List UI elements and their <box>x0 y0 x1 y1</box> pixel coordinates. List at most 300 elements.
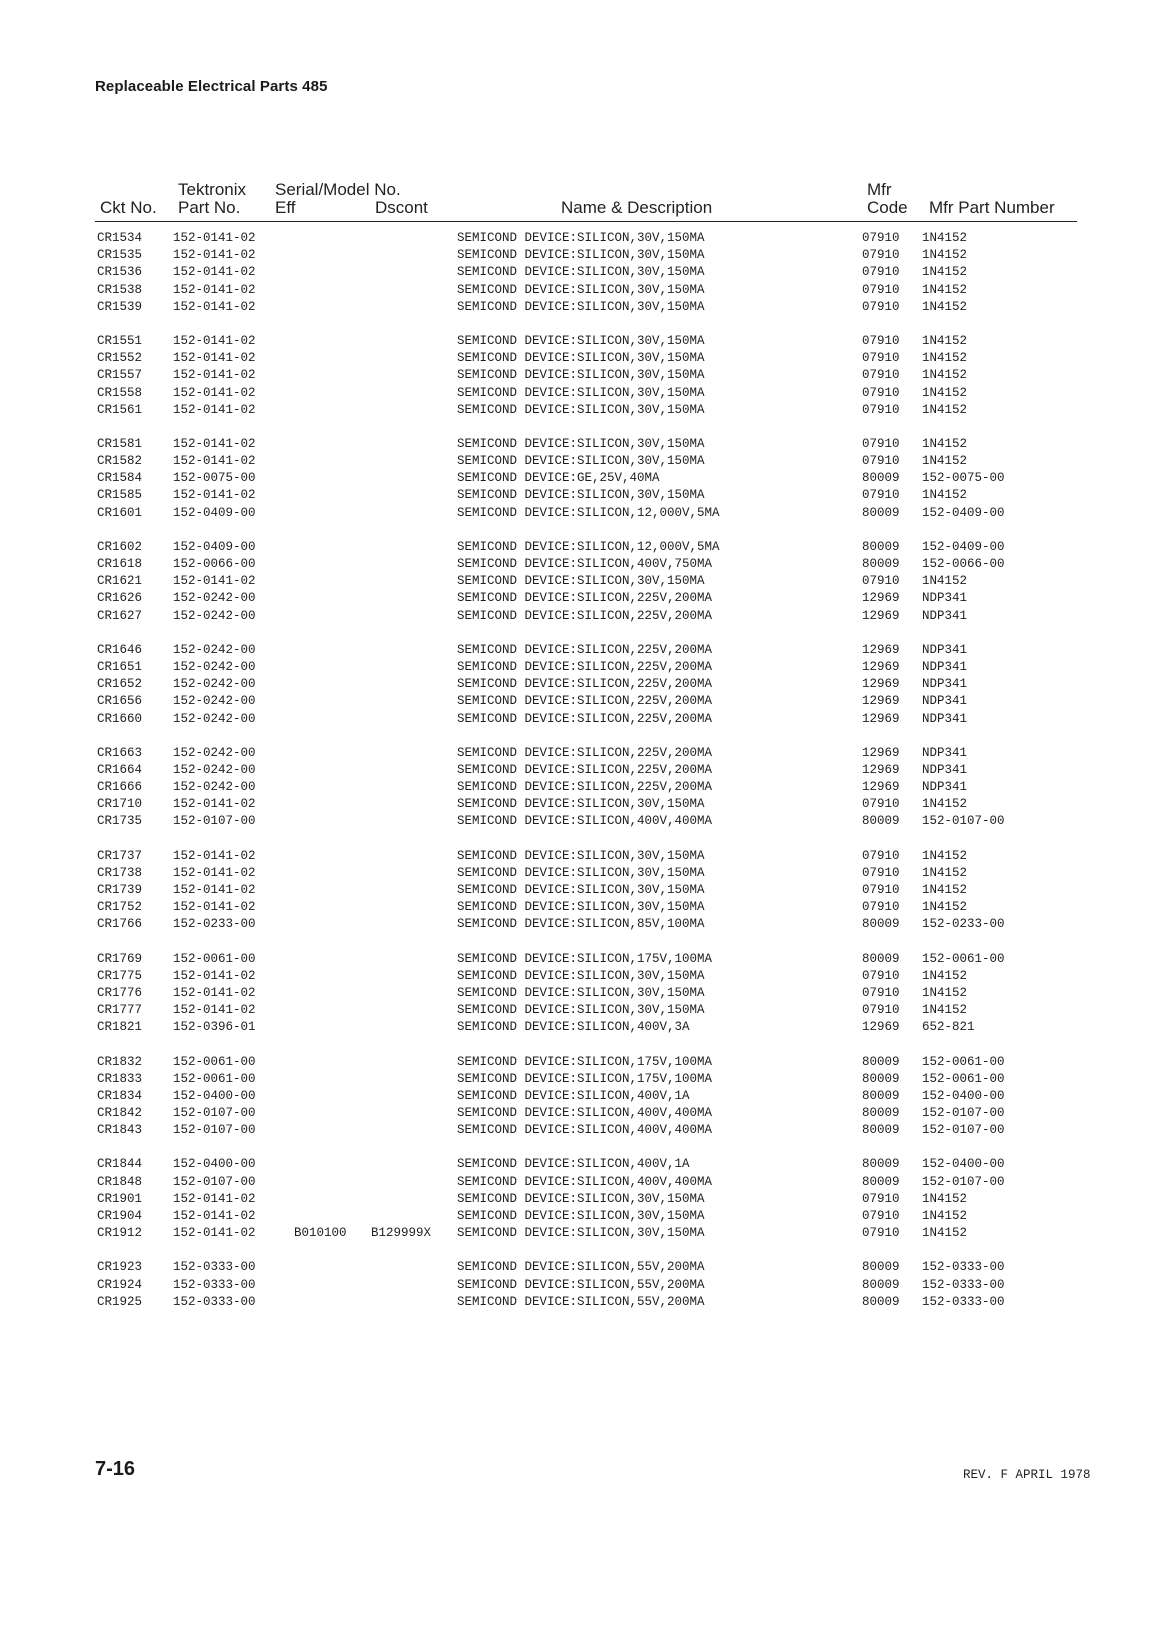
mfr-part-number-cell: NDP341 <box>922 711 968 726</box>
table-row <box>0 1071 1153 1088</box>
revision-note: REV. F APRIL 1978 <box>963 1468 1091 1482</box>
description-cell: SEMICOND DEVICE:SILICON,175V,100MA <box>457 1071 713 1086</box>
mfr-part-number-cell: 1N4152 <box>922 865 968 880</box>
description-cell: SEMICOND DEVICE:SILICON,225V,200MA <box>457 591 713 606</box>
table-row <box>0 350 1153 367</box>
table-row <box>0 1122 1153 1139</box>
mfr-part-number-cell: NDP341 <box>922 659 968 674</box>
mfr-code-cell: 07910 <box>862 368 900 383</box>
mfr-code-cell: 07910 <box>862 1226 900 1241</box>
table-row <box>0 453 1153 470</box>
description-cell: SEMICOND DEVICE:SILICON,400V,400MA <box>457 1123 713 1138</box>
mfr-part-number-cell: NDP341 <box>922 642 968 657</box>
ckt-no-cell: CR1735 <box>97 814 143 829</box>
table-row <box>0 1019 1153 1036</box>
table-row <box>0 1174 1153 1191</box>
mfr-part-number-cell: 152-0333-00 <box>922 1277 1005 1292</box>
mfr-code-cell: 07910 <box>862 488 900 503</box>
mfr-code-cell: 12969 <box>862 591 900 606</box>
part-no-cell: 152-0400-00 <box>173 1157 256 1172</box>
description-cell: SEMICOND DEVICE:SILICON,400V,750MA <box>457 557 713 571</box>
part-no-cell: 152-0400-00 <box>173 1088 256 1103</box>
ckt-no-cell: CR1666 <box>97 780 143 795</box>
part-no-cell: 152-0409-00 <box>173 505 256 520</box>
ckt-no-cell: CR1538 <box>97 282 143 297</box>
table-row <box>0 299 1153 316</box>
description-cell: SEMICOND DEVICE:SILICON,225V,200MA <box>457 659 713 674</box>
description-cell: SEMICOND DEVICE:SILICON,30V,150MA <box>457 968 705 983</box>
ckt-no-cell: CR1844 <box>97 1157 143 1172</box>
mfr-code-cell: 80009 <box>862 505 900 520</box>
description-cell: SEMICOND DEVICE:SILICON,225V,200MA <box>457 694 713 709</box>
ckt-no-cell: CR1832 <box>97 1054 143 1069</box>
description-cell: SEMICOND DEVICE:SILICON,30V,150MA <box>457 848 705 863</box>
row-group <box>0 333 1153 419</box>
description-cell: SEMICOND DEVICE:SILICON,225V,200MA <box>457 762 713 777</box>
table-row <box>0 1191 1153 1208</box>
description-cell: SEMICOND DEVICE:SILICON,225V,200MA <box>457 711 713 726</box>
ckt-no-cell: CR1539 <box>97 299 143 314</box>
part-no-cell: 152-0075-00 <box>173 471 256 486</box>
mfr-part-number-cell: 1N4152 <box>922 797 968 812</box>
ckt-no-cell: CR1626 <box>97 591 143 606</box>
part-no-cell: 152-0141-02 <box>173 385 256 400</box>
ckt-no-cell: CR1752 <box>97 900 143 915</box>
mfr-code-cell: 07910 <box>862 265 900 280</box>
description-cell: SEMICOND DEVICE:SILICON,30V,150MA <box>457 865 705 880</box>
mfr-part-number-cell: 1N4152 <box>922 351 968 366</box>
mfr-code-cell: 80009 <box>862 917 900 932</box>
column-header-part-no: Part No. <box>178 198 241 217</box>
part-no-cell: 152-0141-02 <box>173 1209 256 1223</box>
description-cell: SEMICOND DEVICE:SILICON,30V,150MA <box>457 454 705 469</box>
table-row <box>0 436 1153 453</box>
description-cell: SEMICOND DEVICE:SILICON,55V,200MA <box>457 1260 705 1275</box>
ckt-no-cell: CR1834 <box>97 1088 143 1103</box>
table-row <box>0 1054 1153 1071</box>
mfr-code-cell: 80009 <box>862 814 900 829</box>
part-no-cell: 152-0141-02 <box>173 1003 256 1018</box>
mfr-part-number-cell: 1N4152 <box>922 231 968 245</box>
mfr-part-number-cell: NDP341 <box>922 591 968 606</box>
part-no-cell: 152-0141-02 <box>173 883 256 897</box>
description-cell: SEMICOND DEVICE:SILICON,30V,150MA <box>457 333 705 348</box>
part-no-cell: 152-0107-00 <box>173 1174 256 1189</box>
mfr-code-cell: 80009 <box>862 471 900 486</box>
part-no-cell: 152-0333-00 <box>173 1260 256 1275</box>
ckt-no-cell: CR1843 <box>97 1123 143 1138</box>
table-row <box>0 1225 1153 1242</box>
mfr-part-number-cell: 1N4152 <box>922 265 968 280</box>
mfr-part-number-cell: NDP341 <box>922 677 968 692</box>
mfr-code-cell: 12969 <box>862 608 900 623</box>
ckt-no-cell: CR1651 <box>97 659 143 674</box>
table-row <box>0 282 1153 299</box>
part-no-cell: 152-0141-02 <box>173 402 256 417</box>
mfr-part-number-cell: 1N4152 <box>922 368 968 383</box>
mfr-code-cell: 80009 <box>862 1174 900 1189</box>
table-row <box>0 247 1153 264</box>
mfr-part-number-cell: 152-0061-00 <box>922 1054 1005 1069</box>
mfr-part-number-cell: 1N4152 <box>922 1003 968 1018</box>
ckt-no-cell: CR1848 <box>97 1174 143 1189</box>
description-cell: SEMICOND DEVICE:SILICON,30V,150MA <box>457 985 705 1000</box>
table-row <box>0 951 1153 968</box>
description-cell: SEMICOND DEVICE:SILICON,400V,1A <box>457 1157 690 1172</box>
eff-cell: B010100 <box>294 1226 347 1241</box>
table-row <box>0 968 1153 985</box>
column-header-eff: Eff <box>275 198 296 217</box>
description-cell: SEMICOND DEVICE:SILICON,30V,150MA <box>457 299 705 314</box>
page-heading: Replaceable Electrical Parts 485 <box>95 78 328 95</box>
mfr-code-cell: 12969 <box>862 780 900 795</box>
description-cell: SEMICOND DEVICE:SILICON,30V,150MA <box>457 436 705 451</box>
description-cell: SEMICOND DEVICE:SILICON,400V,3A <box>457 1020 690 1035</box>
part-no-cell: 152-0141-02 <box>173 265 256 280</box>
part-no-cell: 152-0409-00 <box>173 539 256 554</box>
table-row <box>0 385 1153 402</box>
description-cell: SEMICOND DEVICE:SILICON,30V,150MA <box>457 1209 705 1223</box>
column-header-code: Code <box>867 198 908 217</box>
mfr-part-number-cell: NDP341 <box>922 780 968 795</box>
part-no-cell: 152-0242-00 <box>173 762 256 777</box>
mfr-code-cell: 12969 <box>862 694 900 709</box>
ckt-no-cell: CR1534 <box>97 231 143 245</box>
description-cell: SEMICOND DEVICE:SILICON,400V,1A <box>457 1088 690 1103</box>
mfr-part-number-cell: 1N4152 <box>922 574 968 589</box>
description-cell: SEMICOND DEVICE:SILICON,225V,200MA <box>457 677 713 692</box>
mfr-part-number-cell: 1N4152 <box>922 402 968 417</box>
mfr-code-cell: 07910 <box>862 436 900 451</box>
mfr-part-number-cell: 1N4152 <box>922 385 968 400</box>
mfr-part-number-cell: 1N4152 <box>922 848 968 863</box>
description-cell: SEMICOND DEVICE:SILICON,30V,150MA <box>457 248 705 263</box>
part-no-cell: 152-0107-00 <box>173 1123 256 1138</box>
table-row <box>0 796 1153 813</box>
table-row <box>0 590 1153 607</box>
mfr-code-cell: 80009 <box>862 557 900 571</box>
table-row <box>0 573 1153 590</box>
mfr-code-cell: 07910 <box>862 231 900 245</box>
description-cell: SEMICOND DEVICE:SILICON,55V,200MA <box>457 1294 705 1309</box>
part-no-cell: 152-0141-02 <box>173 299 256 314</box>
mfr-part-number-cell: 1N4152 <box>922 333 968 348</box>
mfr-code-cell: 12969 <box>862 642 900 657</box>
mfr-code-cell: 80009 <box>862 951 900 966</box>
ckt-no-cell: CR1924 <box>97 1277 143 1292</box>
table-row <box>0 848 1153 865</box>
part-no-cell: 152-0141-02 <box>173 968 256 983</box>
table-row <box>0 556 1153 573</box>
table-row <box>0 1208 1153 1225</box>
mfr-code-cell: 12969 <box>862 745 900 760</box>
ckt-no-cell: CR1585 <box>97 488 143 503</box>
dscont-cell: B129999X <box>371 1226 432 1241</box>
description-cell: SEMICOND DEVICE:SILICON,225V,200MA <box>457 642 713 657</box>
table-row <box>0 813 1153 830</box>
table-row <box>0 642 1153 659</box>
mfr-code-cell: 07910 <box>862 1003 900 1018</box>
mfr-code-cell: 12969 <box>862 762 900 777</box>
mfr-part-number-cell: 152-0107-00 <box>922 814 1005 829</box>
row-group <box>0 1259 1153 1311</box>
part-no-cell: 152-0066-00 <box>173 557 256 571</box>
mfr-code-cell: 80009 <box>862 1294 900 1309</box>
table-row <box>0 1088 1153 1105</box>
mfr-part-number-cell: 1N4152 <box>922 248 968 263</box>
table-row <box>0 333 1153 350</box>
part-no-cell: 152-0141-02 <box>173 368 256 383</box>
part-no-cell: 152-0141-02 <box>173 333 256 348</box>
table-row <box>0 608 1153 625</box>
ckt-no-cell: CR1656 <box>97 694 143 709</box>
ckt-no-cell: CR1618 <box>97 557 143 571</box>
part-no-cell: 152-0333-00 <box>173 1294 256 1309</box>
ckt-no-cell: CR1912 <box>97 1226 143 1241</box>
description-cell: SEMICOND DEVICE:SILICON,12,000V,5MA <box>457 505 720 520</box>
ckt-no-cell: CR1627 <box>97 608 143 623</box>
part-no-cell: 152-0107-00 <box>173 1106 256 1121</box>
description-cell: SEMICOND DEVICE:SILICON,30V,150MA <box>457 265 705 280</box>
ckt-no-cell: CR1842 <box>97 1106 143 1121</box>
header-rule <box>95 221 1077 222</box>
part-no-cell: 152-0141-02 <box>173 1226 256 1241</box>
part-no-cell: 152-0141-02 <box>173 985 256 1000</box>
ckt-no-cell: CR1739 <box>97 883 143 897</box>
mfr-part-number-cell: 152-0409-00 <box>922 539 1005 554</box>
description-cell: SEMICOND DEVICE:SILICON,85V,100MA <box>457 917 705 932</box>
part-no-cell: 152-0141-02 <box>173 900 256 915</box>
table-row <box>0 745 1153 762</box>
mfr-code-cell: 07910 <box>862 848 900 863</box>
mfr-code-cell: 07910 <box>862 385 900 400</box>
column-header-serial-model: Serial/Model No. <box>275 180 401 199</box>
mfr-part-number-cell: 1N4152 <box>922 968 968 983</box>
mfr-part-number-cell: 1N4152 <box>922 454 968 469</box>
mfr-part-number-cell: 1N4152 <box>922 282 968 297</box>
mfr-code-cell: 07910 <box>862 574 900 589</box>
mfr-code-cell: 07910 <box>862 883 900 897</box>
table-row <box>0 1277 1153 1294</box>
ckt-no-cell: CR1777 <box>97 1003 143 1018</box>
table-row <box>0 659 1153 676</box>
table-row <box>0 1259 1153 1276</box>
page-number: 7-16 <box>95 1458 136 1480</box>
row-group <box>0 848 1153 934</box>
ckt-no-cell: CR1776 <box>97 985 143 1000</box>
part-no-cell: 152-0141-02 <box>173 865 256 880</box>
table-row <box>0 367 1153 384</box>
description-cell: SEMICOND DEVICE:SILICON,30V,150MA <box>457 574 705 589</box>
column-header-mfr-part-number: Mfr Part Number <box>929 198 1055 217</box>
mfr-code-cell: 80009 <box>862 1260 900 1275</box>
column-header-ckt-no: Ckt No. <box>100 198 157 217</box>
mfr-code-cell: 07910 <box>862 797 900 812</box>
mfr-code-cell: 07910 <box>862 402 900 417</box>
description-cell: SEMICOND DEVICE:SILICON,30V,150MA <box>457 488 705 503</box>
description-cell: SEMICOND DEVICE:GE,25V,40MA <box>457 471 660 486</box>
table-row <box>0 985 1153 1002</box>
part-no-cell: 152-0333-00 <box>173 1277 256 1292</box>
mfr-code-cell: 07910 <box>862 1191 900 1206</box>
part-no-cell: 152-0107-00 <box>173 814 256 829</box>
description-cell: SEMICOND DEVICE:SILICON,30V,150MA <box>457 883 705 897</box>
mfr-part-number-cell: 152-0333-00 <box>922 1294 1005 1309</box>
ckt-no-cell: CR1738 <box>97 865 143 880</box>
mfr-code-cell: 12969 <box>862 677 900 692</box>
description-cell: SEMICOND DEVICE:SILICON,30V,150MA <box>457 368 705 383</box>
mfr-code-cell: 80009 <box>862 1157 900 1172</box>
mfr-part-number-cell: 1N4152 <box>922 1209 968 1223</box>
ckt-no-cell: CR1710 <box>97 797 143 812</box>
row-group <box>0 436 1153 522</box>
ckt-no-cell: CR1557 <box>97 368 143 383</box>
ckt-no-cell: CR1581 <box>97 436 143 451</box>
part-no-cell: 152-0233-00 <box>173 917 256 932</box>
table-row <box>0 711 1153 728</box>
mfr-code-cell: 07910 <box>862 865 900 880</box>
table-row <box>0 1294 1153 1311</box>
column-header-tektronix: Tektronix <box>178 180 247 199</box>
mfr-part-number-cell: NDP341 <box>922 694 968 709</box>
mfr-code-cell: 12969 <box>862 659 900 674</box>
ckt-no-cell: CR1558 <box>97 385 143 400</box>
description-cell: SEMICOND DEVICE:SILICON,225V,200MA <box>457 745 713 760</box>
part-no-cell: 152-0242-00 <box>173 677 256 692</box>
description-cell: SEMICOND DEVICE:SILICON,55V,200MA <box>457 1277 705 1292</box>
table-row <box>0 487 1153 504</box>
table-row <box>0 1002 1153 1019</box>
part-no-cell: 152-0141-02 <box>173 488 256 503</box>
ckt-no-cell: CR1601 <box>97 505 143 520</box>
table-row <box>0 779 1153 796</box>
ckt-no-cell: CR1769 <box>97 951 143 966</box>
mfr-code-cell: 80009 <box>862 1088 900 1103</box>
description-cell: SEMICOND DEVICE:SILICON,175V,100MA <box>457 951 713 966</box>
description-cell: SEMICOND DEVICE:SILICON,30V,150MA <box>457 385 705 400</box>
ckt-no-cell: CR1652 <box>97 677 143 692</box>
part-no-cell: 152-0141-02 <box>173 848 256 863</box>
part-no-cell: 152-0242-00 <box>173 591 256 606</box>
mfr-part-number-cell: 1N4152 <box>922 1226 968 1241</box>
part-no-cell: 152-0141-02 <box>173 282 256 297</box>
table-row <box>0 402 1153 419</box>
description-cell: SEMICOND DEVICE:SILICON,30V,150MA <box>457 231 705 245</box>
ckt-no-cell: CR1925 <box>97 1294 143 1309</box>
table-row <box>0 505 1153 522</box>
part-no-cell: 152-0061-00 <box>173 1054 256 1069</box>
part-no-cell: 152-0141-02 <box>173 454 256 469</box>
mfr-part-number-cell: 152-0400-00 <box>922 1157 1005 1172</box>
ckt-no-cell: CR1646 <box>97 642 143 657</box>
description-cell: SEMICOND DEVICE:SILICON,30V,150MA <box>457 797 705 812</box>
ckt-no-cell: CR1535 <box>97 248 143 263</box>
description-cell: SEMICOND DEVICE:SILICON,225V,200MA <box>457 608 713 623</box>
ckt-no-cell: CR1552 <box>97 351 143 366</box>
mfr-part-number-cell: 152-0409-00 <box>922 505 1005 520</box>
table-row <box>0 899 1153 916</box>
ckt-no-cell: CR1737 <box>97 848 143 863</box>
table-row <box>0 1105 1153 1122</box>
mfr-part-number-cell: 152-0075-00 <box>922 471 1005 486</box>
mfr-code-cell: 07910 <box>862 454 900 469</box>
part-no-cell: 152-0242-00 <box>173 608 256 623</box>
row-group <box>0 1156 1153 1242</box>
ckt-no-cell: CR1584 <box>97 471 143 486</box>
part-no-cell: 152-0141-02 <box>173 231 256 245</box>
mfr-code-cell: 12969 <box>862 711 900 726</box>
parts-table <box>0 230 1153 1328</box>
mfr-code-cell: 07910 <box>862 248 900 263</box>
table-row <box>0 470 1153 487</box>
table-row <box>0 693 1153 710</box>
mfr-part-number-cell: 152-0061-00 <box>922 951 1005 966</box>
part-no-cell: 152-0242-00 <box>173 694 256 709</box>
mfr-code-cell: 12969 <box>862 1020 900 1035</box>
mfr-code-cell: 07910 <box>862 282 900 297</box>
row-group <box>0 1054 1153 1140</box>
mfr-code-cell: 80009 <box>862 539 900 554</box>
description-cell: SEMICOND DEVICE:SILICON,225V,200MA <box>457 780 713 795</box>
part-no-cell: 152-0141-02 <box>173 436 256 451</box>
part-no-cell: 152-0141-02 <box>173 1191 256 1206</box>
part-no-cell: 152-0141-02 <box>173 574 256 589</box>
mfr-code-cell: 80009 <box>862 1106 900 1121</box>
ckt-no-cell: CR1561 <box>97 402 143 417</box>
mfr-code-cell: 80009 <box>862 1277 900 1292</box>
mfr-part-number-cell: 1N4152 <box>922 299 968 314</box>
table-row <box>0 916 1153 933</box>
ckt-no-cell: CR1551 <box>97 333 143 348</box>
description-cell: SEMICOND DEVICE:SILICON,30V,150MA <box>457 351 705 366</box>
part-no-cell: 152-0242-00 <box>173 642 256 657</box>
mfr-part-number-cell: 152-0333-00 <box>922 1260 1005 1275</box>
table-row <box>0 1156 1153 1173</box>
description-cell: SEMICOND DEVICE:SILICON,30V,150MA <box>457 900 705 915</box>
ckt-no-cell: CR1923 <box>97 1260 143 1275</box>
part-no-cell: 152-0242-00 <box>173 659 256 674</box>
row-group <box>0 539 1153 625</box>
part-no-cell: 152-0396-01 <box>173 1020 256 1035</box>
part-no-cell: 152-0141-02 <box>173 248 256 263</box>
row-group <box>0 745 1153 831</box>
ckt-no-cell: CR1766 <box>97 917 143 932</box>
mfr-code-cell: 07910 <box>862 351 900 366</box>
description-cell: SEMICOND DEVICE:SILICON,30V,150MA <box>457 1226 705 1241</box>
column-header-dscont: Dscont <box>375 198 428 217</box>
mfr-code-cell: 07910 <box>862 985 900 1000</box>
ckt-no-cell: CR1660 <box>97 711 143 726</box>
ckt-no-cell: CR1663 <box>97 745 143 760</box>
mfr-part-number-cell: 1N4152 <box>922 985 968 1000</box>
ckt-no-cell: CR1904 <box>97 1209 143 1223</box>
description-cell: SEMICOND DEVICE:SILICON,30V,150MA <box>457 1003 705 1018</box>
mfr-part-number-cell: 1N4152 <box>922 900 968 915</box>
column-header-mfr: Mfr <box>867 180 892 199</box>
mfr-code-cell: 07910 <box>862 1209 900 1223</box>
mfr-code-cell: 80009 <box>862 1123 900 1138</box>
table-row <box>0 230 1153 247</box>
part-no-cell: 152-0242-00 <box>173 745 256 760</box>
mfr-code-cell: 07910 <box>862 900 900 915</box>
mfr-part-number-cell: NDP341 <box>922 745 968 760</box>
table-row <box>0 865 1153 882</box>
mfr-part-number-cell: NDP341 <box>922 762 968 777</box>
description-cell: SEMICOND DEVICE:SILICON,400V,400MA <box>457 1106 713 1121</box>
mfr-part-number-cell: 1N4152 <box>922 883 968 897</box>
ckt-no-cell: CR1582 <box>97 454 143 469</box>
mfr-code-cell: 07910 <box>862 968 900 983</box>
